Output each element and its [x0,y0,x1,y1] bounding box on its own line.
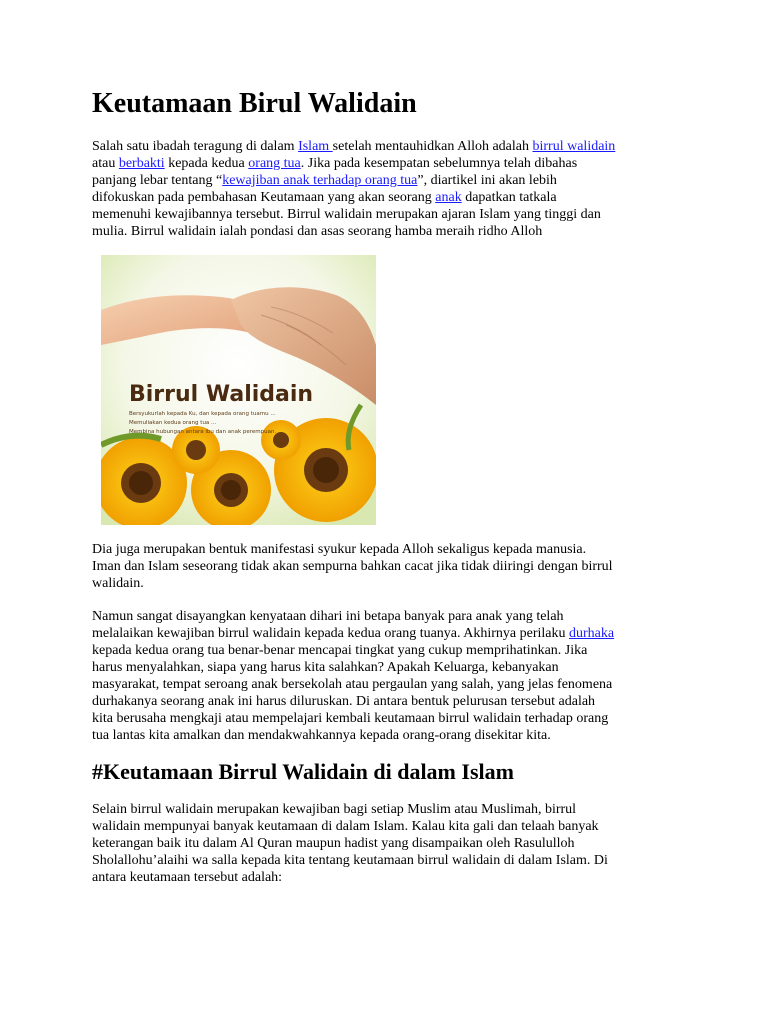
text-line [92,625,682,642]
text-line: Sholallohu’alaihi wa salla kepada kita tentang keutamaan birrul walidain di dalam Islam. Di [92,853,608,868]
text-line: antara keutamaan tersebut adalah: [92,870,283,885]
poster-illustration [101,255,376,525]
text-run: difokuskan pada pembahasan Keutamaan yang akan seorang [92,190,436,205]
text-line: kepada kedua orang tua benar-benar mencapai tingkat yang cukup memprihatinkan. Jika [92,643,588,658]
paragraph-keutamaan [92,801,682,886]
text-line: walidain. [92,576,144,591]
poster-line-2: Memuliakan kedua orang tua ... [129,420,217,426]
text-run: dapatkan tatkala [461,190,557,205]
text-line: Namun sangat disayangkan kenyataan dihari ini betapa banyak para anak yang telah [92,609,564,624]
poster-line-1: Bersyukurlah kepada Ku, dan kepada orang tuamu ... [129,411,276,417]
text-line: mulia. Birrul walidain ialah pondasi dan asas seorang hamba meraih ridho Alloh [92,224,543,239]
text-line: tua lantas kita amalkan dan mendakwahkannya kepada orang-orang disekitar kita. [92,728,551,743]
text-line: walidain mempunyai banyak keutamaan di dalam Islam. Kalau kita gali dan telaah banyak [92,819,599,834]
text-run: setelah mentauhidkan Alloh adalah [332,139,533,154]
poster-title: Birrul Walidain [129,382,314,407]
text-line: memenuhi kewajibannya tersebut. Birrul walidain merupakan ajaran Islam yang tinggi dan [92,207,601,222]
text-line [92,172,682,189]
poster-line-3: Membina hubungan antara ibu dan anak perempuan. [129,429,277,435]
text-run: Salah satu ibadah teragung di dalam [92,139,299,154]
link-birrul-walidain[interactable]: birrul walidain [532,139,616,154]
link-durhaka[interactable]: durhaka [569,626,615,641]
text-line: Selain birrul walidain merupakan kewajiban bagi setiap Muslim atau Muslimah, birrul [92,802,577,817]
text-line: harus menyalahkan, siapa yang harus kita salahkan? Apakah Keluarga, kebanyakan [92,660,559,675]
link-anak[interactable]: anak [435,190,462,205]
text-line [92,155,682,172]
text-line: durhakanya seorang anak ini harus diluruskan. Di antara bentuk pelurusan tersebut adalah [92,694,596,709]
text-run: ”, diartikel ini akan lebih [417,173,557,188]
link-kewajiban-anak[interactable]: kewajiban anak terhadap orang tua [222,173,418,188]
birrul-walidain-poster [101,255,376,525]
text-line: Dia juga merupakan bentuk manifestasi syukur kepada Alloh sekaligus kepada manusia. [92,542,587,557]
text-run: melalaikan kewajiban birrul walidain kepada kedua orang tuanya. Akhirnya perilaku [92,626,569,641]
text-line [92,189,682,206]
paragraph-intro [92,138,682,240]
text-line: Iman dan Islam seseorang tidak akan sempurna bahkan cacat jika tidak diiringi dengan birrul [92,559,613,574]
text-line [92,138,682,155]
text-line: masyarakat, tempat seroang anak bersekolah atau pergaulan yang salah, yang jelas fenomena [92,677,613,692]
section-heading: #Keutamaan Birrul Walidain di dalam Islam [92,759,514,784]
text-run: atau [92,156,119,171]
text-line: kita berusaha mengkaji atau mempelajari kembali keutamaan birrul walidain terhadap orang [92,711,609,726]
page-title: Keutamaan Birul Walidain [92,88,417,119]
text-line: keterangan baik itu dalam Al Quran maupun hadist yang disampaikan oleh Rasululloh [92,836,575,851]
paragraph-durhaka [92,608,682,744]
text-run: kepada kedua [164,156,249,171]
link-islam[interactable]: Islam [298,139,333,154]
link-orang-tua[interactable]: orang tua [248,156,301,171]
text-run: panjang lebar tentang “ [92,173,223,188]
text-run: . Jika pada kesempatan sebelumnya telah dibahas [300,156,578,171]
paragraph-manifestasi [92,541,682,592]
link-berbakti[interactable]: berbakti [118,156,165,171]
